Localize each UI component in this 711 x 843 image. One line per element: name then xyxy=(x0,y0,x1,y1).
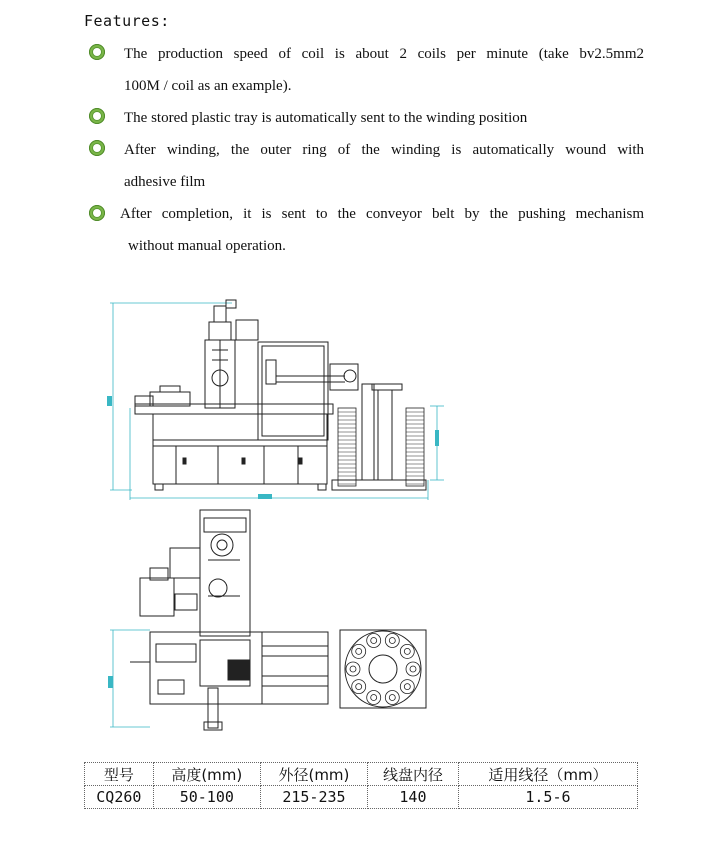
header-outer-diameter: 外径(mm) xyxy=(260,763,367,786)
header-model: 型号 xyxy=(85,763,154,786)
header-spool-inner-diameter: 线盘内径 xyxy=(368,763,459,786)
feature-2-line-1: The stored plastic tray is automatically sent to the winding position xyxy=(124,110,528,126)
feature-4-line-1: After completion, it is sent to the conveyor belt by the pushing mechanism xyxy=(120,206,644,222)
feature-3-line-2: adhesive film xyxy=(124,174,206,190)
cell-height: 50-100 xyxy=(153,786,260,809)
table-row xyxy=(85,786,638,809)
spec-table-header xyxy=(85,763,638,786)
feature-1-line-1: The production speed of coil is about 2 coils per minute (take bv2.5mm2 xyxy=(124,46,644,62)
features-heading: Features: xyxy=(84,12,170,30)
cell-spool-inner-diameter: 140 xyxy=(368,786,459,809)
cell-model: CQ260 xyxy=(85,786,154,809)
feature-1-line-2: 100M / coil as an example). xyxy=(124,78,292,94)
plan-view xyxy=(108,510,426,730)
header-height: 高度(mm) xyxy=(153,763,260,786)
side-elevation-view xyxy=(107,300,444,500)
feature-4-line-2: without manual operation. xyxy=(128,238,286,254)
feature-3-line-1: After winding, the outer ring of the winding is automatically wound with xyxy=(124,142,644,158)
cell-outer-diameter: 215-235 xyxy=(260,786,367,809)
spec-table xyxy=(84,762,638,809)
cell-wire-diameter: 1.5-6 xyxy=(458,786,637,809)
header-wire-diameter: 适用线径（mm） xyxy=(458,763,637,786)
